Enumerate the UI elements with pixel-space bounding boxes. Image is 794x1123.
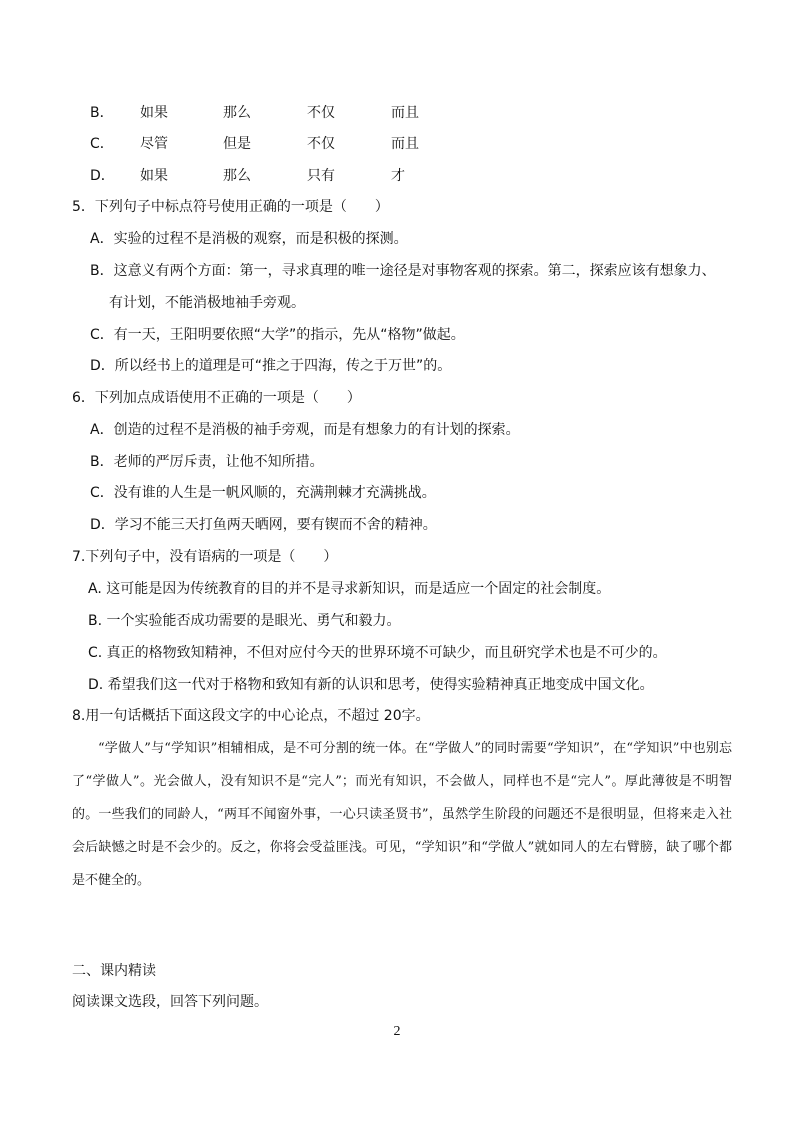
q6-option-a: A．创造的过程不是消极的袖手旁观，而是有想象力的有计划的探索。 xyxy=(90,422,520,438)
q6-option-c: C．没有谁的人生是一帆风顺的，充满荆棘才充满挑战。 xyxy=(90,485,436,501)
page-number: 2 xyxy=(393,1024,401,1039)
q5-option-c: C．有一天，王阳明要依照“大学”的指示，先从“格物”做起。 xyxy=(90,327,465,343)
q4-option-c: C． 尽管 但是 不仅 而且 xyxy=(90,136,419,152)
q7-option-c: C. 真正的格物致知精神，不但对应付今天的世界环境不可缺少，而且研究学术也是不可少的。 xyxy=(88,645,667,661)
q7-option-d: D. 希望我们这一代对于格物和致知有新的认识和思考，使得实验精神真正地变成中国文化。 xyxy=(88,677,654,693)
q4-option-b: B． 如果 那么 不仅 而且 xyxy=(90,105,419,121)
q5-option-a: A．实验的过程不是消极的观察，而是积极的探测。 xyxy=(90,231,408,247)
q7-option-a: A. 这可能是因为传统教育的目的并不是寻求新知识，而是适应一个固定的社会制度。 xyxy=(88,581,611,597)
section-heading: 二、课内精读 xyxy=(72,963,156,979)
q5-option-b: B．这意义有两个方面：第一，寻求真理的唯一途径是对事物客观的探索。第二，探索应该有想象力、 xyxy=(90,263,716,279)
q8-stem: 8.用一句话概括下面这段文字的中心论点，不超过 20字。 xyxy=(72,708,430,724)
q5-stem: 5．下列句子中标点符号使用正确的一项是（ ） xyxy=(72,199,389,215)
q7-stem: 7.下列句子中，没有语病的一项是（ ） xyxy=(72,549,338,565)
section-instruction: 阅读课文选段，回答下列问题。 xyxy=(72,994,268,1010)
q7-option-b: B. 一个实验能否成功需要的是眼光、勇气和毅力。 xyxy=(88,613,401,629)
q8-passage: “学做人”与“学知识”相辅相成，是不可分割的统一体。在“学做人”的同时需要“学知识”，在“学知识”中也别忘了“学做人”。光会做人，没有知识不是“完人”；而光有知识，不会做人，同样也不是“完人”。厚此薄彼是不明智的。一些我们的同龄人，“两耳不闻窗外事，一心只读圣贤书”，虽然学生阶段的问题还不是很明显，但将来走入社会后缺憾之时是不会少的。反之，你将会受益匪浅。可见，“学知识”和“学做人”就如同人的左右臂膀，缺了哪个都是不健全的。 xyxy=(72,741,732,888)
q6-stem: 6．下列加点成语使用不正确的一项是（ ） xyxy=(72,390,361,406)
q4-option-d: D． 如果 那么 只有 才 xyxy=(90,168,405,184)
q6-option-b: B．老师的严厉斥责，让他不知所措。 xyxy=(90,454,324,470)
q5-option-d: D．所以经书上的道理是可“推之于四海，传之于万世”的。 xyxy=(90,358,452,374)
q5-option-b-continued: 有计划，不能消极地袖手旁观。 xyxy=(109,295,305,311)
q6-option-d: D．学习不能三天打鱼两天晒网，要有锲而不舍的精神。 xyxy=(90,517,437,533)
